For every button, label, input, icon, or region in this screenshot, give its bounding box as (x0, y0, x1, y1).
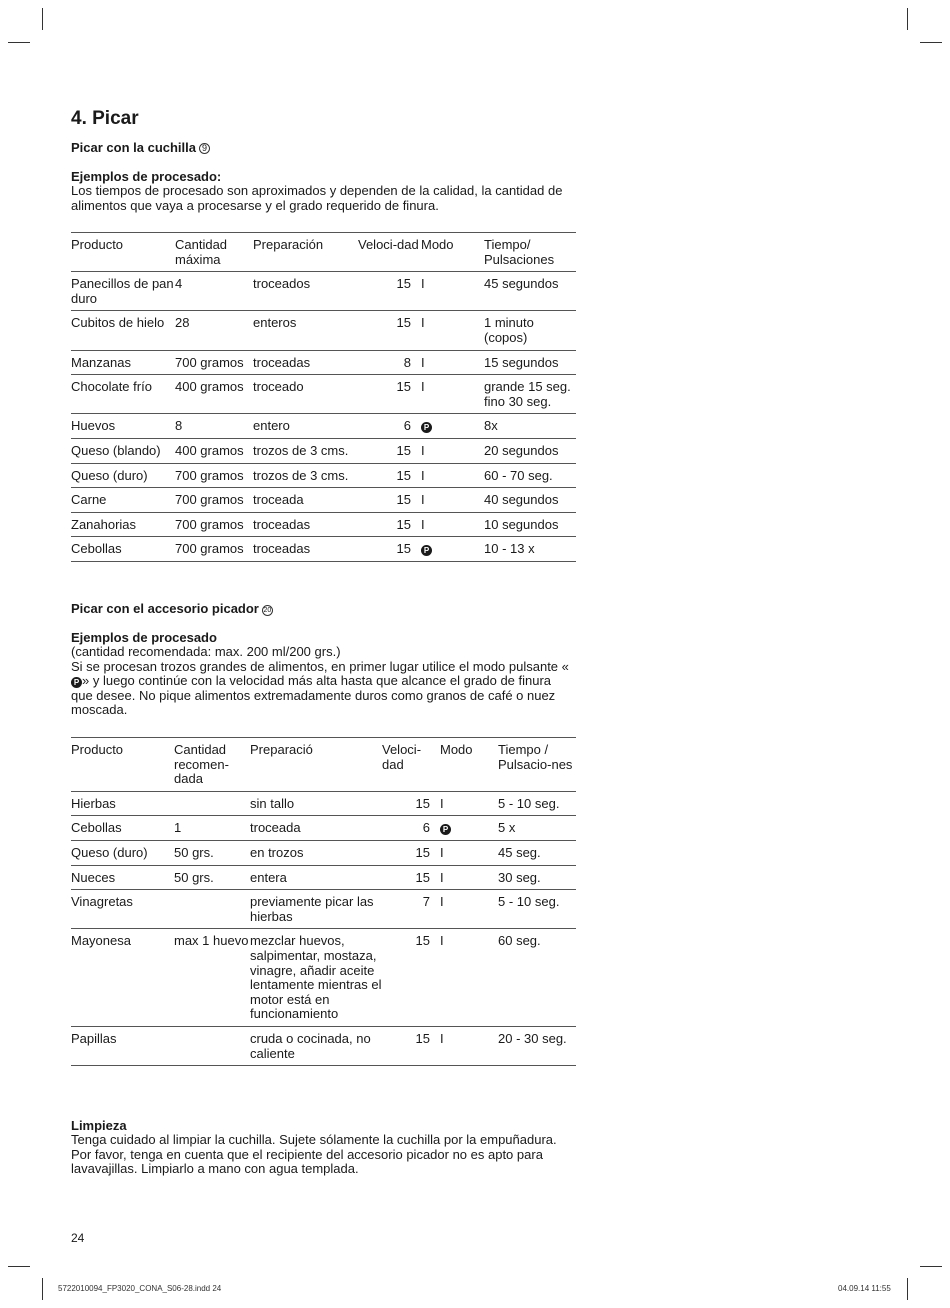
column-header: Producto (71, 742, 124, 757)
table-cell: 6 (422, 820, 430, 836)
column-header: Veloci-dad (358, 237, 419, 252)
table-cell: Huevos (71, 418, 116, 434)
table-cell: troceada (253, 492, 304, 508)
table-cell: 15 (396, 516, 411, 532)
table-cell: I (440, 795, 444, 811)
table-cell: trozos de 3 cms. (253, 442, 349, 458)
table-cell: sin tallo (250, 795, 295, 811)
table-cell: I (421, 442, 425, 458)
part-ref-icon: 20 (263, 607, 272, 614)
table-cell: Carne (71, 492, 107, 508)
pulse-mode-icon: P (71, 677, 82, 688)
table-cell: Queso (duro) (71, 467, 148, 483)
table-cell: 700 gramos (175, 492, 244, 508)
mode-cell (421, 537, 484, 562)
table-cell: 15 (415, 795, 430, 811)
table-cell: 1 minuto (copos) (484, 315, 534, 345)
table-cell: I (440, 869, 444, 885)
column-header: Modo (421, 237, 454, 252)
table-header-row (71, 738, 576, 792)
table-row (71, 512, 576, 537)
table-cell: 10 segundos (484, 516, 559, 532)
table-cell: 15 (415, 933, 430, 949)
table-cell: 8x (484, 418, 498, 434)
table-row (71, 890, 576, 929)
table-cell: Cubitos de hielo (71, 315, 165, 331)
crop-mark-br-h (920, 1266, 942, 1267)
table-cell: entero (253, 418, 290, 434)
column-header: Producto (71, 237, 124, 252)
table-cell: 700 gramos (175, 516, 244, 532)
table-cell: I (440, 933, 444, 949)
table-row (71, 1026, 576, 1065)
column-header: Modo (440, 742, 473, 757)
subsection-title-chopper: Picar con el accesorio picador 20 (71, 601, 272, 616)
table-cell: I (440, 1030, 444, 1046)
crop-mark-tr-v (907, 8, 908, 30)
table-cell: Queso (duro) (71, 844, 148, 860)
table-cell: I (421, 354, 425, 370)
cleaning-text: Tenga cuidado al limpiar la cuchilla. Sujete sólamente la cuchilla por la empuñadura. Por favor, tenga en cuenta que el recipiente del accesorio picador no es apto para lavavajillas. Limpiarlo a mano con agua templada. (71, 1132, 557, 1177)
table-cell: Hierbas (71, 795, 116, 811)
table-row (71, 537, 576, 562)
table-cell: Nueces (71, 869, 116, 885)
table-cell: en trozos (250, 844, 304, 860)
table-cell: 8 (175, 418, 183, 434)
table-cell: I (421, 379, 425, 395)
mode-cell (440, 816, 498, 841)
table-cell: Chocolate frío (71, 379, 152, 395)
table-cell: 30 seg. (498, 869, 541, 885)
table-row (71, 865, 576, 890)
part-ref-icon: 9 (199, 143, 210, 154)
table-cell: 15 (415, 1030, 430, 1046)
table-cell: troceado (253, 379, 304, 395)
table-cell: Queso (blando) (71, 442, 161, 458)
table-row (71, 791, 576, 816)
column-header: Cantidad recomen-dada (174, 742, 229, 787)
table-cell: Mayonesa (71, 933, 131, 949)
table-cell: cruda o cocinada, no caliente (250, 1030, 371, 1061)
table-cell: Cebollas (71, 820, 122, 836)
table-cell: Papillas (71, 1030, 117, 1046)
pulse-mode-icon: P (421, 422, 432, 433)
table-cell: 4 (175, 276, 183, 292)
table-cell: 45 seg. (498, 844, 541, 860)
table-cell (174, 1026, 250, 1065)
table-cell: 1 (174, 820, 182, 836)
table-cell: 20 segundos (484, 442, 559, 458)
table-row (71, 840, 576, 865)
pulse-mode-icon: P (421, 545, 432, 556)
table-cell (174, 791, 250, 816)
section-title: 4. Picar (71, 108, 139, 129)
table-cell: 400 gramos (175, 379, 244, 395)
table-row (71, 463, 576, 488)
table-header-row (71, 233, 576, 272)
table-cell: max 1 huevo (174, 933, 249, 949)
table-cell: I (440, 894, 444, 910)
table-cell: 15 (396, 379, 411, 395)
table-cell: 10 - 13 x (484, 541, 535, 557)
table-cell: entera (250, 869, 287, 885)
table-cell: 15 (396, 541, 411, 557)
crop-mark-bl-h (8, 1266, 30, 1267)
table-cell: 5 - 10 seg. (498, 894, 560, 910)
table-cell: 50 grs. (174, 844, 214, 860)
table-cell: Panecillos de pan duro (71, 276, 174, 306)
crop-mark-br-v (907, 1278, 908, 1300)
page-number: 24 (71, 1231, 85, 1245)
footer-file: 5722010094_FP3020_CONA_S06-28.indd 24 (58, 1284, 222, 1293)
table-row (71, 272, 576, 311)
crop-mark-tl-v (42, 8, 43, 30)
table-cell: troceados (253, 276, 311, 292)
table-row (71, 375, 576, 414)
table-cell: 700 gramos (175, 467, 244, 483)
table-cell: 15 (396, 442, 411, 458)
table-cell: I (440, 844, 444, 860)
mode-cell (421, 414, 484, 439)
table-row (71, 488, 576, 513)
table-cell: 7 (422, 894, 430, 910)
table-cell: 700 gramos (175, 541, 244, 557)
table-cell: 6 (403, 418, 411, 434)
column-header: Veloci-dad (382, 742, 422, 772)
examples-title-2: Ejemplos de procesado (71, 630, 217, 645)
table-cell: 50 grs. (174, 869, 214, 885)
table-cell: 400 gramos (175, 442, 244, 458)
table-cell: 60 seg. (498, 933, 541, 949)
table-cell: 45 segundos (484, 276, 559, 292)
cleaning-title: Limpieza (71, 1118, 127, 1133)
column-header: Preparación (253, 237, 324, 252)
processing-table-blade (71, 232, 576, 562)
column-header: Tiempo/ Pulsaciones (484, 237, 555, 267)
table-cell: 15 (396, 315, 411, 331)
table-cell (174, 890, 250, 929)
table-cell: 15 (396, 467, 411, 483)
examples-title: Ejemplos de procesado: (71, 169, 222, 184)
table-cell: 15 (396, 492, 411, 508)
table-row (71, 929, 576, 1027)
table-cell: Manzanas (71, 354, 131, 370)
table-cell: trozos de 3 cms. (253, 467, 349, 483)
crop-mark-bl-v (42, 1278, 43, 1300)
table-cell: troceadas (253, 541, 311, 557)
table-cell: 15 segundos (484, 354, 559, 370)
column-header: Cantidad máxima (175, 237, 228, 267)
processing-table-chopper (71, 737, 576, 1066)
table-cell: grande 15 seg. fino 30 seg. (484, 379, 571, 409)
table-cell: Zanahorias (71, 516, 137, 532)
column-header: Tiempo / Pulsacio-nes (498, 742, 573, 772)
table-cell: 40 segundos (484, 492, 559, 508)
table-cell: 5 - 10 seg. (498, 795, 560, 811)
table-cell: I (421, 315, 425, 331)
table-cell: 60 - 70 seg. (484, 467, 553, 483)
subsection-title-blade: Picar con la cuchilla 9 (71, 140, 210, 155)
table-row (71, 350, 576, 375)
examples-text-2 (71, 645, 576, 718)
table-cell: 700 gramos (175, 354, 244, 370)
table-cell: Cebollas (71, 541, 122, 557)
table-cell: 15 (415, 869, 430, 885)
table-cell: 15 (415, 844, 430, 860)
table-cell: I (421, 276, 425, 292)
table-cell: I (421, 467, 425, 483)
table-cell: Vinagretas (71, 894, 133, 910)
examples-text: Los tiempos de procesado son aproximados y dependen de la calidad, la cantidad de alimentos que vaya a procesarse y el grado requerido de finura. (71, 183, 563, 213)
footer-date: 04.09.14 11:55 (838, 1284, 891, 1293)
table-cell: I (421, 492, 425, 508)
table-cell: troceadas (253, 354, 311, 370)
table-cell: mezclar huevos, salpimentar, mostaza, vinagre, añadir aceite lentamente mientras el motor está en funcionamiento (250, 933, 382, 1022)
table-cell: troceada (250, 820, 301, 836)
table-cell: 20 - 30 seg. (498, 1030, 567, 1046)
table-cell: enteros (253, 315, 297, 331)
crop-mark-tl-h (8, 42, 30, 43)
table-cell: troceadas (253, 516, 311, 532)
table-cell: 8 (403, 354, 411, 370)
table-cell: I (421, 516, 425, 532)
pulse-mode-icon: P (440, 824, 451, 835)
table-row (71, 311, 576, 350)
table-cell: previamente picar las hierbas (250, 894, 374, 924)
table-cell: 28 (175, 315, 190, 331)
pulse-mode-instructions: Si se procesan trozos grandes de alimentos, en primer lugar utilice el modo pulsante «P » y luego continúe con la velocidad más alta hasta que alcance el grado de finura que desee. No pique alimentos extremadamente duros como granos de café o nuez moscada. (71, 658, 569, 718)
recommended-quantity: (cantidad recomendada: max. 200 ml/200 grs.) (71, 644, 341, 659)
table-row (71, 414, 576, 439)
table-cell: 15 (396, 276, 411, 292)
crop-mark-tr-h (920, 42, 942, 43)
table-cell: 5 x (498, 820, 516, 836)
table-row (71, 816, 576, 841)
column-header: Preparació (250, 742, 313, 757)
table-row (71, 438, 576, 463)
